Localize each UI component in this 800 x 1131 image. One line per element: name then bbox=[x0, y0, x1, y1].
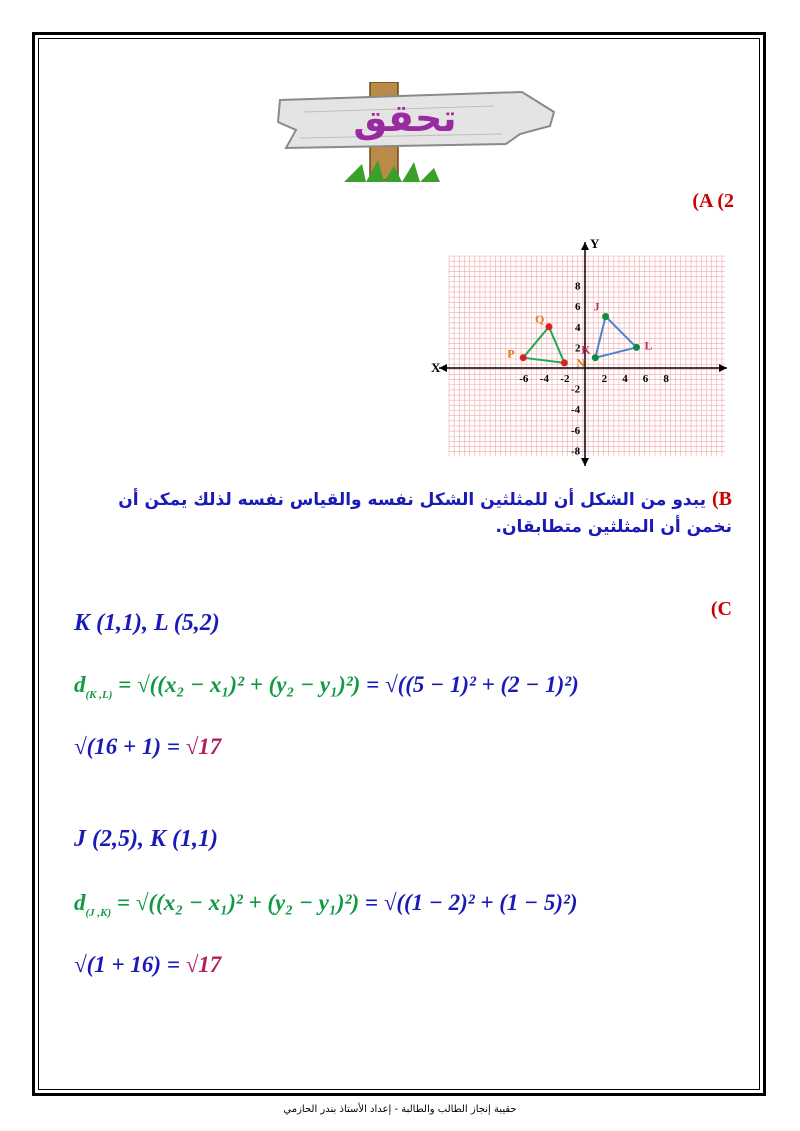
point-label-l: L bbox=[644, 338, 653, 353]
x-tick-label: -4 bbox=[539, 373, 549, 385]
x-tick-label: 2 bbox=[601, 373, 608, 385]
calc2-d-sub: (J ,K) bbox=[85, 907, 112, 919]
y-axis-label: Y bbox=[590, 236, 600, 251]
point-q bbox=[545, 323, 552, 330]
calc2-result: √17 bbox=[185, 952, 222, 977]
x-tick-label: -2 bbox=[560, 373, 570, 385]
calc1-points: K (1,1), L (5,2) bbox=[74, 610, 220, 636]
part-c-label: (C bbox=[710, 598, 732, 620]
calc2-sum: √(1 + 16) bbox=[74, 952, 162, 977]
calc1-d-sub: (K ,L) bbox=[85, 689, 113, 701]
calc1-formula: = √((x₂ − x₁)² + (y₂ − y₁)²) bbox=[118, 672, 361, 697]
calc2-formula: = √((x₂ − x₁)² + (y₂ − y₁)²) bbox=[116, 890, 360, 915]
y-axis-arrow-down bbox=[581, 458, 589, 466]
x-axis-arrow-right bbox=[719, 364, 727, 372]
calc1-result-line: √(16 + 1) = √17 bbox=[74, 734, 222, 759]
y-tick-label: -2 bbox=[571, 383, 581, 396]
x-axis-label: X bbox=[431, 360, 441, 375]
point-l bbox=[633, 344, 640, 351]
question-label: (A (2 bbox=[692, 190, 734, 212]
x-tick-label: 4 bbox=[622, 373, 628, 385]
part-b-text: يبدو من الشكل أن للمثلثين الشكل نفسه والقياس نفسه لذلك يمكن أن نخمن أن المثلثين متطابقان. bbox=[118, 490, 732, 537]
calc1-d: d bbox=[74, 672, 86, 697]
y-tick-label: -6 bbox=[571, 424, 581, 437]
y-tick-label: 8 bbox=[575, 280, 581, 293]
point-p bbox=[520, 354, 527, 361]
calc1-distance-line bbox=[74, 672, 579, 701]
point-j bbox=[602, 313, 609, 320]
calc1-substitution: = √((5 − 1)² + (2 − 1)²) bbox=[366, 672, 579, 697]
calc2-points: J (2,5), K (1,1) bbox=[74, 826, 218, 852]
calc1-result: √17 bbox=[185, 734, 222, 759]
point-n bbox=[561, 359, 568, 366]
calc2-result-line: √(1 + 16) = √17 bbox=[74, 952, 222, 977]
y-tick-label: 6 bbox=[575, 301, 581, 314]
calc2-d: d bbox=[74, 890, 86, 915]
coordinate-graph bbox=[425, 236, 731, 472]
triangle-pqn bbox=[523, 327, 564, 363]
part-b-paragraph bbox=[68, 486, 732, 541]
x-tick-label: 8 bbox=[663, 373, 669, 385]
point-label-q: Q bbox=[534, 311, 545, 326]
y-tick-label: 2 bbox=[575, 342, 581, 355]
point-label-n: N bbox=[576, 355, 586, 370]
part-b-label: B) bbox=[711, 488, 732, 510]
footer-credit: حقيبة إنجاز الطالب والطالبة - إعداد الأستاذ بندر الحازمي bbox=[283, 1104, 517, 1115]
x-tick-label: 6 bbox=[642, 373, 649, 385]
y-axis-arrow-up bbox=[581, 242, 589, 250]
y-tick-label: -8 bbox=[571, 445, 581, 458]
calc2-substitution: = √((1 − 2)² + (1 − 5)²) bbox=[364, 890, 578, 915]
point-label-j: J bbox=[593, 299, 600, 314]
point-label-p: P bbox=[507, 346, 515, 361]
x-tick-label: -6 bbox=[519, 373, 529, 385]
calc2-distance-line bbox=[74, 890, 578, 919]
y-tick-label: 4 bbox=[575, 321, 581, 334]
y-tick-label: -4 bbox=[571, 404, 581, 417]
page-border-inner bbox=[38, 38, 760, 1090]
calc1-sum: √(16 + 1) bbox=[74, 734, 162, 759]
point-label-k: K bbox=[581, 342, 591, 357]
point-k bbox=[592, 354, 599, 361]
banner-title: تحقق bbox=[353, 96, 457, 140]
